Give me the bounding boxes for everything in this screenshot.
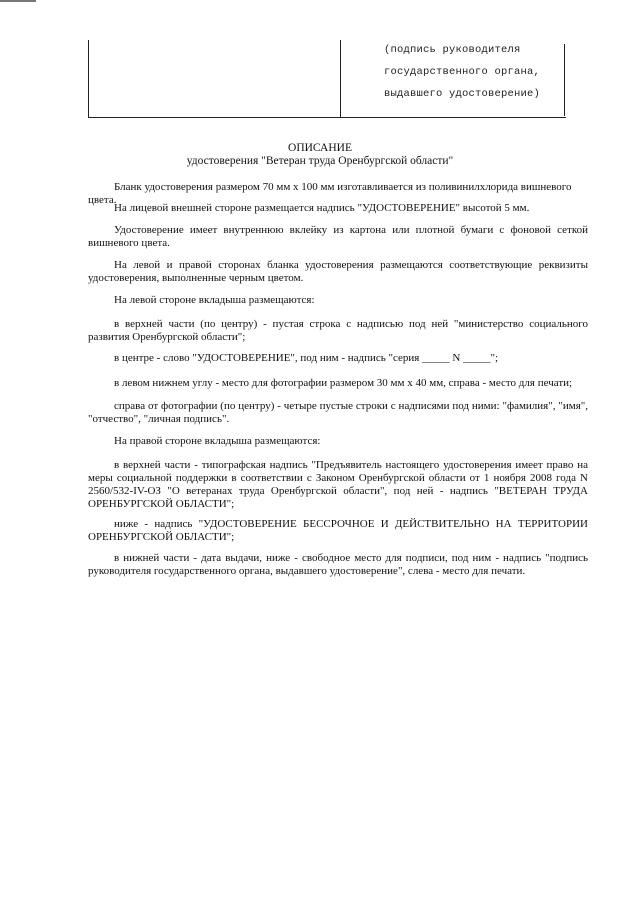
signature-caption-line-2: государственного органа,	[384, 66, 541, 78]
paragraph: в верхней части - типографская надпись "Предъявитель настоящего удостоверения имеет право на меры социальной поддержки в соответствии с Законом Оренбургской области от 1 ноября 2008 года N 2560/532-IV-ОЗ "О ветеранах труда Оренбургской области", под ней - надпись "ВЕТЕРАН ТРУДА ОРЕНБУРГСКОЙ ОБЛАСТИ";	[88, 459, 588, 510]
signature-caption-line-3: выдавшего удостоверение)	[384, 88, 541, 100]
paragraph: Удостоверение имеет внутреннюю вклейку из картона или плотной бумаги с фоновой сеткой вишневого цвета.	[88, 224, 588, 249]
paragraph: На левой и правой сторонах бланка удостоверения размещаются соответствующие реквизиты удостоверения, выполненные черным цветом.	[88, 259, 588, 284]
paragraph: Бланк удостоверения размером 70 мм х 100 мм изготавливается из поливинилхлорида вишневого цвета.	[88, 181, 572, 206]
document-title: ОПИСАНИЕ	[288, 142, 352, 154]
paragraph: в нижней части - дата выдачи, ниже - свободное место для подписи, под ним - надпись "подпись руководителя государственного органа, выдавшего удостоверение", слева - место для печати.	[88, 552, 588, 577]
form-bottom-border	[88, 117, 566, 118]
paragraph: На лицевой внешней стороне размещается надпись "УДОСТОВЕРЕНИЕ" высотой 5 мм.	[114, 202, 530, 214]
paragraph: в верхней части (по центру) - пустая строка с надписью под ней "министерство социального развития Оренбургской области";	[88, 318, 588, 343]
paragraph: в левом нижнем углу - место для фотографии размером 30 мм х 40 мм, справа - место для печати;	[114, 377, 573, 389]
paragraph: На левой стороне вкладыша размещаются:	[114, 294, 315, 306]
form-right-border	[564, 44, 565, 116]
signature-caption-line-1: (подпись руководителя	[384, 44, 521, 56]
document-subtitle: удостоверения "Ветеран труда Оренбургской области"	[186, 155, 454, 167]
scan-corner-mark	[0, 0, 36, 2]
paragraph: справа от фотографии (по центру) - четыре пустые строки с надписями под ними: "фамилия", "имя", "отчество", "личная подпись".	[88, 400, 588, 425]
form-left-border	[88, 40, 89, 118]
form-middle-border	[340, 40, 341, 118]
paragraph: в центре - слово "УДОСТОВЕРЕНИЕ", под ним - надпись "серия _____ N _____";	[114, 352, 499, 364]
paragraph: ниже - надпись "УДОСТОВЕРЕНИЕ БЕССРОЧНОЕ И ДЕЙСТВИТЕЛЬНО НА ТЕРРИТОРИИ ОРЕНБУРГСКОЙ ОБЛАСТИ";	[88, 518, 588, 543]
paragraph: На правой стороне вкладыша размещаются:	[114, 435, 321, 447]
